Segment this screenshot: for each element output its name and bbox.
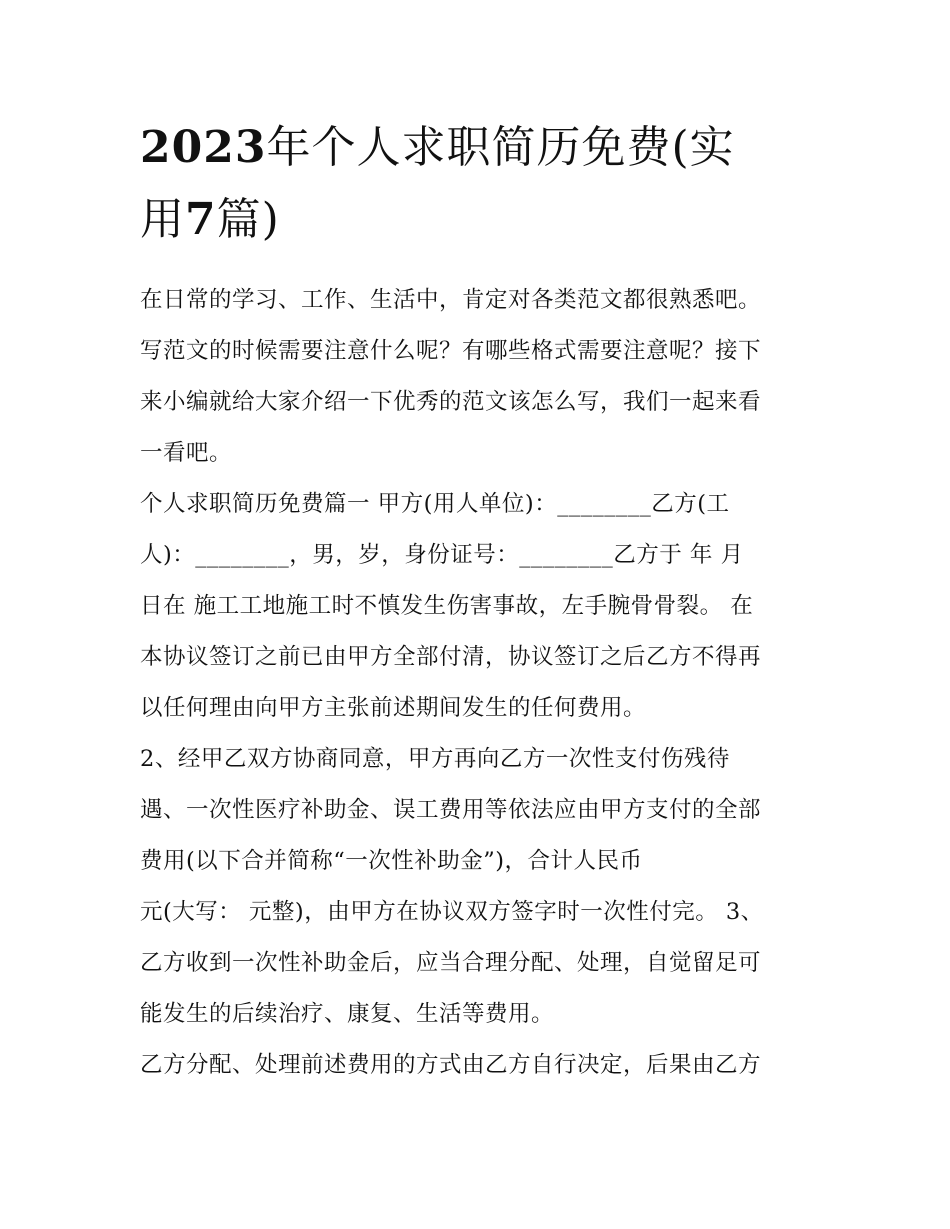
- text-line: 写范文的时候需要注意什么呢？有哪些格式需要注意呢？接下: [140, 338, 762, 364]
- title-year: 2023: [140, 122, 267, 173]
- text-line: 来小编就给大家介绍一下优秀的范文该怎么写，我们一起来看: [140, 389, 762, 415]
- text-line: 遇、一次性医疗补助金、误工费用等依法应由甲方支付的全部: [140, 797, 762, 823]
- document-body: [140, 275, 820, 1091]
- text-line: 人)：________，男，岁，身份证号：________乙方于 年 月: [140, 542, 744, 568]
- text-line: 日在 施工工地施工时不慎发生伤害事故，左手腕骨骨裂。 在: [140, 593, 754, 619]
- text-line: 乙方分配、处理前述费用的方式由乙方自行决定，后果由乙方: [140, 1052, 762, 1078]
- title-line2-post: 篇): [216, 194, 280, 245]
- text-line: 乙方收到一次性补助金后，应当合理分配、处理，自觉留足可: [140, 950, 762, 976]
- text-line: 2、经甲乙双方协商同意，甲方再向乙方一次性支付伤残待: [140, 746, 730, 772]
- text-line: 本协议签订之前已由甲方全部付清，协议签订之后乙方不得再: [140, 644, 762, 670]
- text-line: 费用(以下合并简称“一次性补助金”)，合计人民币: [140, 848, 643, 874]
- text-line: 元(大写： 元整)，由甲方在协议双方签字时一次性付完。 3、: [140, 899, 764, 925]
- title-line2-pre: 用: [140, 194, 185, 245]
- text-line: 个人求职简历免费篇一 甲方(用人单位)：________乙方(工: [140, 491, 730, 517]
- text-line: 能发生的后续治疗、康复、生活等费用。: [140, 1001, 555, 1027]
- document-title: [140, 112, 820, 256]
- text-line: 以任何理由向甲方主张前述期间发生的任何费用。: [140, 695, 647, 721]
- text-line: 一看吧。: [140, 440, 233, 466]
- title-line1: 年个人求职简历免费(实: [266, 122, 735, 173]
- text-line: 在日常的学习、工作、生活中，肯定对各类范文都很熟悉吧。: [140, 287, 762, 313]
- title-count: 7: [185, 194, 217, 245]
